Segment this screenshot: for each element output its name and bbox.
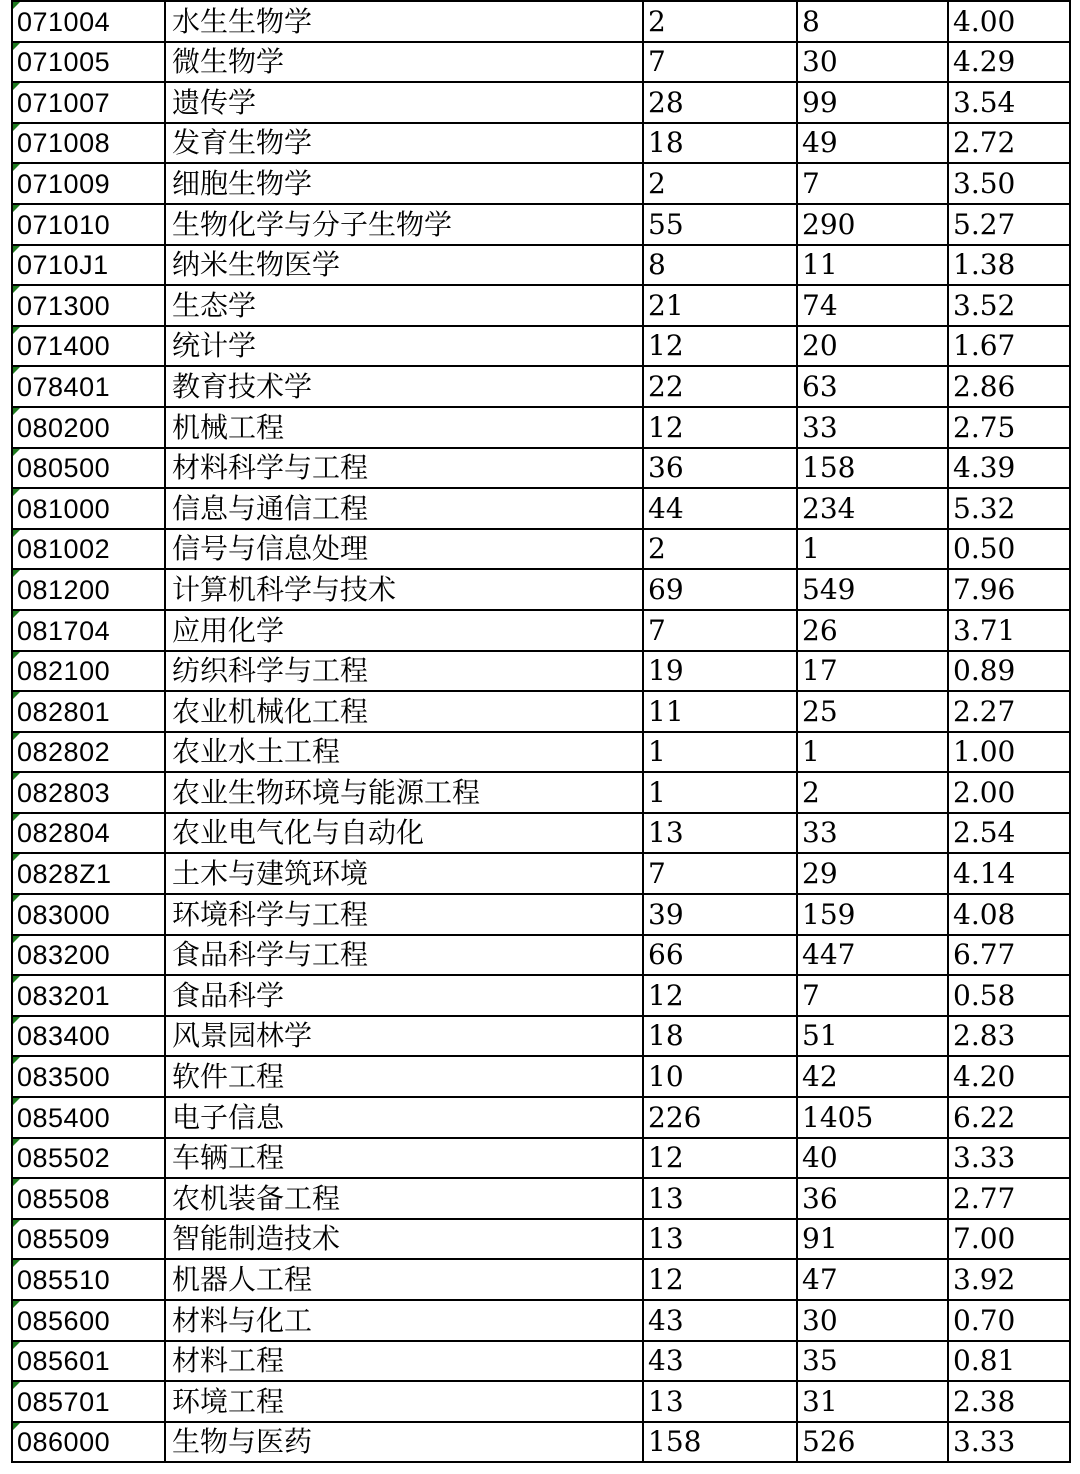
value-b-cell[interactable]: 7	[797, 975, 948, 1016]
table-row	[12, 326, 1070, 367]
ratio-cell[interactable]: 2.54	[948, 813, 1070, 854]
name-cell[interactable]: 计算机科学与技术	[165, 569, 643, 610]
table-row	[12, 488, 1070, 529]
value-a-cell[interactable]: 7	[643, 610, 797, 651]
value-b-cell[interactable]: 63	[797, 366, 948, 407]
value-a-cell[interactable]: 55	[643, 204, 797, 245]
table-row	[12, 82, 1070, 123]
value-a-cell[interactable]: 43	[643, 1300, 797, 1341]
value-a-cell[interactable]: 12	[643, 975, 797, 1016]
table-row	[12, 1219, 1070, 1260]
value-b-cell[interactable]: 33	[797, 407, 948, 448]
code-cell[interactable]: 080200	[12, 407, 165, 448]
value-a-cell[interactable]: 2	[643, 1, 797, 42]
value-a-cell[interactable]: 13	[643, 1178, 797, 1219]
table-row	[12, 813, 1070, 854]
value-b-cell[interactable]: 36	[797, 1178, 948, 1219]
name-cell[interactable]: 纺织科学与工程	[165, 651, 643, 692]
value-a-cell[interactable]: 2	[643, 163, 797, 204]
ratio-cell[interactable]: 6.22	[948, 1097, 1070, 1138]
value-b-cell[interactable]: 35	[797, 1341, 948, 1382]
table-row	[12, 285, 1070, 326]
value-b-cell[interactable]: 1405	[797, 1097, 948, 1138]
table-row	[12, 42, 1070, 83]
table-row	[12, 569, 1070, 610]
name-cell[interactable]: 机器人工程	[165, 1259, 643, 1300]
value-b-cell[interactable]: 8	[797, 1, 948, 42]
ratio-cell[interactable]: 3.71	[948, 610, 1070, 651]
code-cell[interactable]: 082803	[12, 772, 165, 813]
value-a-cell[interactable]: 28	[643, 82, 797, 123]
ratio-cell[interactable]: 3.52	[948, 285, 1070, 326]
name-cell[interactable]: 信息与通信工程	[165, 488, 643, 529]
name-cell[interactable]: 农业电气化与自动化	[165, 813, 643, 854]
code-cell[interactable]: 086000	[12, 1422, 165, 1463]
name-cell[interactable]: 农业水土工程	[165, 732, 643, 773]
value-a-cell[interactable]: 43	[643, 1341, 797, 1382]
code-cell[interactable]: 071300	[12, 285, 165, 326]
value-a-cell[interactable]: 13	[643, 1381, 797, 1422]
value-b-cell[interactable]: 447	[797, 935, 948, 976]
code-cell[interactable]: 0710J1	[12, 245, 165, 286]
name-cell[interactable]: 生物与医药	[165, 1422, 643, 1463]
value-a-cell[interactable]: 44	[643, 488, 797, 529]
table-row	[12, 610, 1070, 651]
value-b-cell[interactable]: 51	[797, 1016, 948, 1057]
code-cell[interactable]: 085510	[12, 1259, 165, 1300]
ratio-cell[interactable]: 1.67	[948, 326, 1070, 367]
table-row	[12, 1341, 1070, 1382]
ratio-cell[interactable]: 4.08	[948, 894, 1070, 935]
ratio-cell[interactable]: 6.77	[948, 935, 1070, 976]
value-a-cell[interactable]: 12	[643, 407, 797, 448]
ratio-cell[interactable]: 5.32	[948, 488, 1070, 529]
table-row	[12, 1138, 1070, 1179]
code-cell[interactable]: 082801	[12, 691, 165, 732]
value-a-cell[interactable]: 69	[643, 569, 797, 610]
ratio-cell[interactable]: 0.58	[948, 975, 1070, 1016]
value-a-cell[interactable]: 22	[643, 366, 797, 407]
name-cell[interactable]: 教育技术学	[165, 366, 643, 407]
name-cell[interactable]: 纳米生物医学	[165, 245, 643, 286]
code-cell[interactable]: 085701	[12, 1381, 165, 1422]
code-cell[interactable]: 085600	[12, 1300, 165, 1341]
table-row	[12, 1016, 1070, 1057]
table-row	[12, 651, 1070, 692]
ratio-cell[interactable]: 2.38	[948, 1381, 1070, 1422]
table-row	[12, 123, 1070, 164]
table-row	[12, 1259, 1070, 1300]
ratio-cell[interactable]: 3.54	[948, 82, 1070, 123]
code-cell[interactable]: 083000	[12, 894, 165, 935]
code-cell[interactable]: 082802	[12, 732, 165, 773]
value-b-cell[interactable]: 25	[797, 691, 948, 732]
value-a-cell[interactable]: 7	[643, 853, 797, 894]
code-cell[interactable]: 085509	[12, 1219, 165, 1260]
value-b-cell[interactable]: 234	[797, 488, 948, 529]
value-b-cell[interactable]: 20	[797, 326, 948, 367]
name-cell[interactable]: 车辆工程	[165, 1138, 643, 1179]
value-a-cell[interactable]: 12	[643, 1138, 797, 1179]
name-cell[interactable]: 智能制造技术	[165, 1219, 643, 1260]
spreadsheet-area	[11, 0, 1069, 1463]
ratio-cell[interactable]: 0.89	[948, 651, 1070, 692]
value-b-cell[interactable]: 31	[797, 1381, 948, 1422]
code-cell[interactable]: 081704	[12, 610, 165, 651]
value-b-cell[interactable]: 2	[797, 772, 948, 813]
value-b-cell[interactable]: 7	[797, 163, 948, 204]
name-cell[interactable]: 应用化学	[165, 610, 643, 651]
table-row	[12, 204, 1070, 245]
value-a-cell[interactable]: 2	[643, 529, 797, 570]
ratio-cell[interactable]: 7.96	[948, 569, 1070, 610]
value-a-cell[interactable]: 18	[643, 123, 797, 164]
name-cell[interactable]: 材料工程	[165, 1341, 643, 1382]
table-row	[12, 163, 1070, 204]
table-row	[12, 732, 1070, 773]
value-b-cell[interactable]: 526	[797, 1422, 948, 1463]
code-cell[interactable]: 085601	[12, 1341, 165, 1382]
value-b-cell[interactable]: 1	[797, 732, 948, 773]
value-b-cell[interactable]: 11	[797, 245, 948, 286]
name-cell[interactable]: 环境科学与工程	[165, 894, 643, 935]
name-cell[interactable]: 生态学	[165, 285, 643, 326]
code-cell[interactable]: 071008	[12, 123, 165, 164]
table-row	[12, 407, 1070, 448]
value-b-cell[interactable]: 17	[797, 651, 948, 692]
name-cell[interactable]: 软件工程	[165, 1056, 643, 1097]
code-cell[interactable]: 083201	[12, 975, 165, 1016]
name-cell[interactable]: 土木与建筑环境	[165, 853, 643, 894]
value-b-cell[interactable]: 99	[797, 82, 948, 123]
value-a-cell[interactable]: 13	[643, 1219, 797, 1260]
value-b-cell[interactable]: 91	[797, 1219, 948, 1260]
value-a-cell[interactable]: 13	[643, 813, 797, 854]
ratio-cell[interactable]: 4.39	[948, 448, 1070, 489]
table-row	[12, 1422, 1070, 1463]
value-a-cell[interactable]: 21	[643, 285, 797, 326]
value-b-cell[interactable]: 30	[797, 42, 948, 83]
code-cell[interactable]: 082804	[12, 813, 165, 854]
value-b-cell[interactable]: 159	[797, 894, 948, 935]
name-cell[interactable]: 环境工程	[165, 1381, 643, 1422]
ratio-cell[interactable]: 2.27	[948, 691, 1070, 732]
value-a-cell[interactable]: 39	[643, 894, 797, 935]
name-cell[interactable]: 农机装备工程	[165, 1178, 643, 1219]
value-a-cell[interactable]: 18	[643, 1016, 797, 1057]
code-cell[interactable]: 083200	[12, 935, 165, 976]
table-row	[12, 935, 1070, 976]
code-cell[interactable]: 071010	[12, 204, 165, 245]
ratio-cell[interactable]: 4.00	[948, 1, 1070, 42]
ratio-cell[interactable]: 7.00	[948, 1219, 1070, 1260]
code-cell[interactable]: 080500	[12, 448, 165, 489]
code-cell[interactable]: 085502	[12, 1138, 165, 1179]
table-row	[12, 1178, 1070, 1219]
table-row	[12, 975, 1070, 1016]
name-cell[interactable]: 食品科学	[165, 975, 643, 1016]
name-cell[interactable]: 机械工程	[165, 407, 643, 448]
table-row	[12, 1, 1070, 42]
value-a-cell[interactable]: 11	[643, 691, 797, 732]
code-cell[interactable]: 085400	[12, 1097, 165, 1138]
name-cell[interactable]: 信号与信息处理	[165, 529, 643, 570]
table-row	[12, 245, 1070, 286]
value-b-cell[interactable]: 49	[797, 123, 948, 164]
table-row	[12, 1097, 1070, 1138]
value-a-cell[interactable]: 19	[643, 651, 797, 692]
value-a-cell[interactable]: 66	[643, 935, 797, 976]
name-cell[interactable]: 遗传学	[165, 82, 643, 123]
code-cell[interactable]: 078401	[12, 366, 165, 407]
table-row	[12, 1056, 1070, 1097]
table-row	[12, 894, 1070, 935]
table-row	[12, 772, 1070, 813]
ratio-cell[interactable]: 4.14	[948, 853, 1070, 894]
ratio-cell[interactable]: 2.72	[948, 123, 1070, 164]
ratio-cell[interactable]: 2.00	[948, 772, 1070, 813]
code-cell[interactable]: 081002	[12, 529, 165, 570]
value-a-cell[interactable]: 1	[643, 732, 797, 773]
value-b-cell[interactable]: 549	[797, 569, 948, 610]
value-a-cell[interactable]: 1	[643, 772, 797, 813]
name-cell[interactable]: 材料科学与工程	[165, 448, 643, 489]
code-cell[interactable]: 082100	[12, 651, 165, 692]
ratio-cell[interactable]: 1.00	[948, 732, 1070, 773]
data-table	[11, 0, 1071, 1463]
value-a-cell[interactable]: 7	[643, 42, 797, 83]
code-cell[interactable]: 0828Z1	[12, 853, 165, 894]
code-cell[interactable]: 083400	[12, 1016, 165, 1057]
table-row	[12, 1300, 1070, 1341]
name-cell[interactable]: 材料与化工	[165, 1300, 643, 1341]
ratio-cell[interactable]: 0.81	[948, 1341, 1070, 1382]
table-row	[12, 1381, 1070, 1422]
value-b-cell[interactable]: 40	[797, 1138, 948, 1179]
value-b-cell[interactable]: 29	[797, 853, 948, 894]
ratio-cell[interactable]: 1.38	[948, 245, 1070, 286]
ratio-cell[interactable]: 2.77	[948, 1178, 1070, 1219]
value-a-cell[interactable]: 158	[643, 1422, 797, 1463]
name-cell[interactable]: 统计学	[165, 326, 643, 367]
code-cell[interactable]: 071007	[12, 82, 165, 123]
name-cell[interactable]: 细胞生物学	[165, 163, 643, 204]
value-b-cell[interactable]: 26	[797, 610, 948, 651]
code-cell[interactable]: 081000	[12, 488, 165, 529]
table-row	[12, 529, 1070, 570]
value-b-cell[interactable]: 158	[797, 448, 948, 489]
value-b-cell[interactable]: 47	[797, 1259, 948, 1300]
value-a-cell[interactable]: 12	[643, 1259, 797, 1300]
value-b-cell[interactable]: 290	[797, 204, 948, 245]
name-cell[interactable]: 风景园林学	[165, 1016, 643, 1057]
name-cell[interactable]: 生物化学与分子生物学	[165, 204, 643, 245]
ratio-cell[interactable]: 4.29	[948, 42, 1070, 83]
name-cell[interactable]: 水生生物学	[165, 1, 643, 42]
value-a-cell[interactable]: 36	[643, 448, 797, 489]
ratio-cell[interactable]: 3.33	[948, 1138, 1070, 1179]
name-cell[interactable]: 食品科学与工程	[165, 935, 643, 976]
ratio-cell[interactable]: 3.92	[948, 1259, 1070, 1300]
ratio-cell[interactable]: 0.70	[948, 1300, 1070, 1341]
name-cell[interactable]: 发育生物学	[165, 123, 643, 164]
ratio-cell[interactable]: 3.50	[948, 163, 1070, 204]
value-b-cell[interactable]: 30	[797, 1300, 948, 1341]
code-cell[interactable]: 083500	[12, 1056, 165, 1097]
value-b-cell[interactable]: 74	[797, 285, 948, 326]
ratio-cell[interactable]: 3.33	[948, 1422, 1070, 1463]
table-row	[12, 366, 1070, 407]
ratio-cell[interactable]: 4.20	[948, 1056, 1070, 1097]
table-row	[12, 448, 1070, 489]
name-cell[interactable]: 微生物学	[165, 42, 643, 83]
name-cell[interactable]: 农业生物环境与能源工程	[165, 772, 643, 813]
value-b-cell[interactable]: 42	[797, 1056, 948, 1097]
table-body	[12, 1, 1070, 1462]
code-cell[interactable]: 071004	[12, 1, 165, 42]
value-a-cell[interactable]: 10	[643, 1056, 797, 1097]
table-row	[12, 853, 1070, 894]
table-row	[12, 691, 1070, 732]
value-b-cell[interactable]: 1	[797, 529, 948, 570]
ratio-cell[interactable]: 2.75	[948, 407, 1070, 448]
code-cell[interactable]: 081200	[12, 569, 165, 610]
value-a-cell[interactable]: 226	[643, 1097, 797, 1138]
value-a-cell[interactable]: 12	[643, 326, 797, 367]
code-cell[interactable]: 085508	[12, 1178, 165, 1219]
name-cell[interactable]: 农业机械化工程	[165, 691, 643, 732]
code-cell[interactable]: 071009	[12, 163, 165, 204]
ratio-cell[interactable]: 5.27	[948, 204, 1070, 245]
ratio-cell[interactable]: 2.83	[948, 1016, 1070, 1057]
code-cell[interactable]: 071400	[12, 326, 165, 367]
value-b-cell[interactable]: 33	[797, 813, 948, 854]
name-cell[interactable]: 电子信息	[165, 1097, 643, 1138]
value-a-cell[interactable]: 8	[643, 245, 797, 286]
code-cell[interactable]: 071005	[12, 42, 165, 83]
ratio-cell[interactable]: 0.50	[948, 529, 1070, 570]
ratio-cell[interactable]: 2.86	[948, 366, 1070, 407]
